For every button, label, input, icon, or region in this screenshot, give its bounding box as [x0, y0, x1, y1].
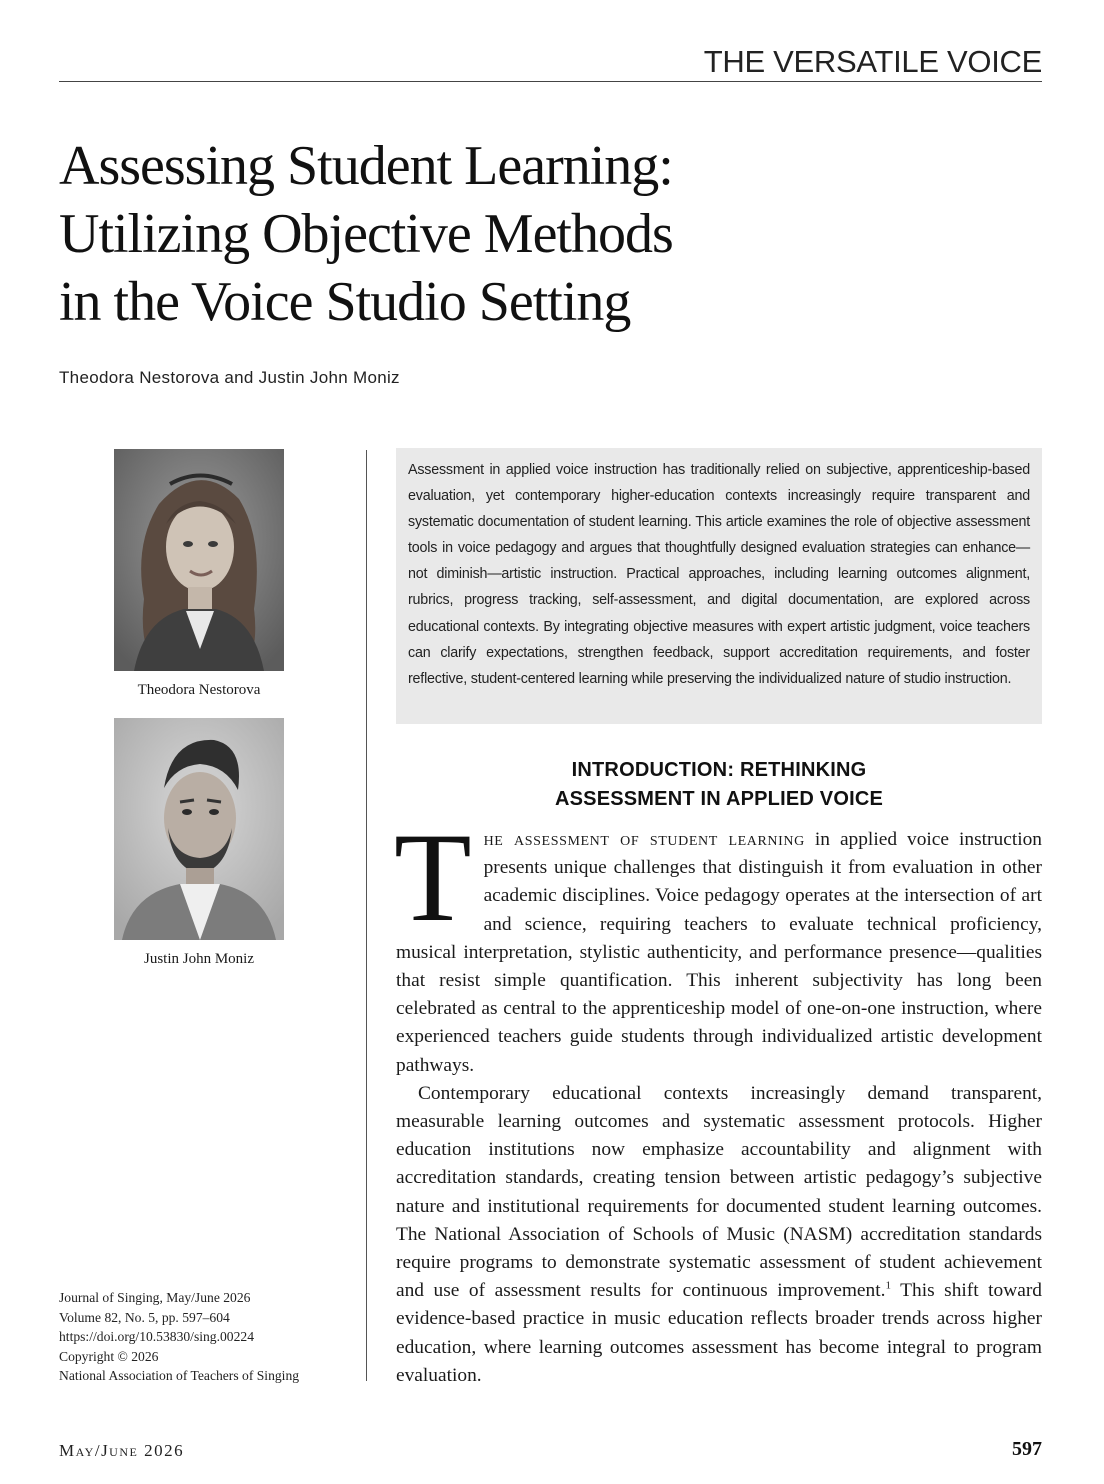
- paragraph-text: This shift toward evidence-based practice in music education reflects broader trends across higher education, where learning outcomes assessment has become integral to program evaluation.: [396, 1280, 1043, 1386]
- heading-line: INTRODUCTION: RETHINKING: [571, 759, 867, 781]
- title-line: Assessing Student Learning:: [59, 135, 673, 197]
- footnote-mark[interactable]: 1: [885, 1279, 891, 1292]
- citation-publisher: National Association of Teachers of Singing: [59, 1368, 300, 1384]
- citation-doi: https://doi.org/10.53830/sing.00224: [59, 1329, 254, 1345]
- paragraph-text: Contemporary educational contexts increasingly demand transparent, measurable learning outcomes and systematic assessment protocols. Higher education institutions now emphasize accountability and alignment with accreditation standards, creating tension between artistic pedagogy’s subjective nature and institutional requirements for documented student learning outcomes. The National Association of Schools of Music (NASM) accreditation standards require programs to demonstrate systematic assessment of student achievement and use of assessment results for continuous improvement.: [396, 1082, 1042, 1302]
- section-header: THE VERSATILE VOICE: [703, 44, 1042, 79]
- page-number: 597: [1012, 1438, 1042, 1460]
- paragraph: [394, 808, 1042, 1080]
- heading-line: ASSESSMENT IN APPLIED VOICE: [554, 788, 884, 810]
- lead-in: he assessment of student learning: [483, 829, 805, 850]
- body-text: [394, 808, 1043, 1390]
- column-divider: [366, 450, 367, 1381]
- paragraph: [396, 1080, 1042, 1390]
- drop-cap: T: [394, 808, 472, 948]
- abstract-text: Assessment in applied voice instruction has traditionally relied on subjective, apprenticeship-based evaluation, yet contemporary higher-education contexts increasingly require transparent and systematic documentation of student learning. This article examines the role of objective assessment tools in voice pedagogy and argues that thoughtfully designed evaluation strategies can enhance—not diminish—artistic instruction. Practical approaches, including learning outcomes alignment, rubrics, progress tracking, self-assessment, and digital documentation, are explored across educational contexts. By integrating objective measures with expert artistic judgment, voice teachers can clarify expectations, strengthen feedback, support accreditation requirements, and foster reflective, student-centered learning while preserving the individualized nature of studio instruction.: [408, 462, 1030, 687]
- citation-volume: Volume 82, No. 5, pp. 597–604: [59, 1309, 230, 1325]
- photo-caption: Theodora Nestorova: [137, 682, 261, 698]
- footer-issue: May/June 2026: [59, 1441, 185, 1460]
- author-byline: Theodora Nestorova and Justin John Moniz: [59, 368, 400, 387]
- citation-block: [59, 1288, 359, 1386]
- citation-journal: Journal of Singing, May/June 2026: [59, 1290, 251, 1305]
- article-title: [59, 132, 819, 336]
- section-heading: [396, 756, 1042, 814]
- header-rule: [59, 81, 1042, 82]
- abstract-box: [396, 448, 1042, 724]
- author-photo-moniz: [114, 718, 284, 940]
- photo-caption: Justin John Moniz: [143, 951, 254, 967]
- title-line: Utilizing Objective Methods: [59, 203, 673, 265]
- citation-copyright: Copyright © 2026: [59, 1348, 159, 1364]
- paragraph-text: in applied voice instruction presents unique challenges that distinguish it from evaluation in other academic disciplines. Voice pedagogy operates at the intersection of art and science, requiring teachers to evaluate technical proficiency, musical interpretation, stylistic authenticity, and performance presence—qualities that resist simple quantification. This inherent subjectivity has long been celebrated as central to the apprenticeship model of one-on-one instruction, where experienced teachers guide students through individualized artistic development pathways.: [396, 829, 1042, 1076]
- title-line: in the Voice Studio Setting: [59, 271, 631, 333]
- author-photo-nestorova: [114, 449, 284, 671]
